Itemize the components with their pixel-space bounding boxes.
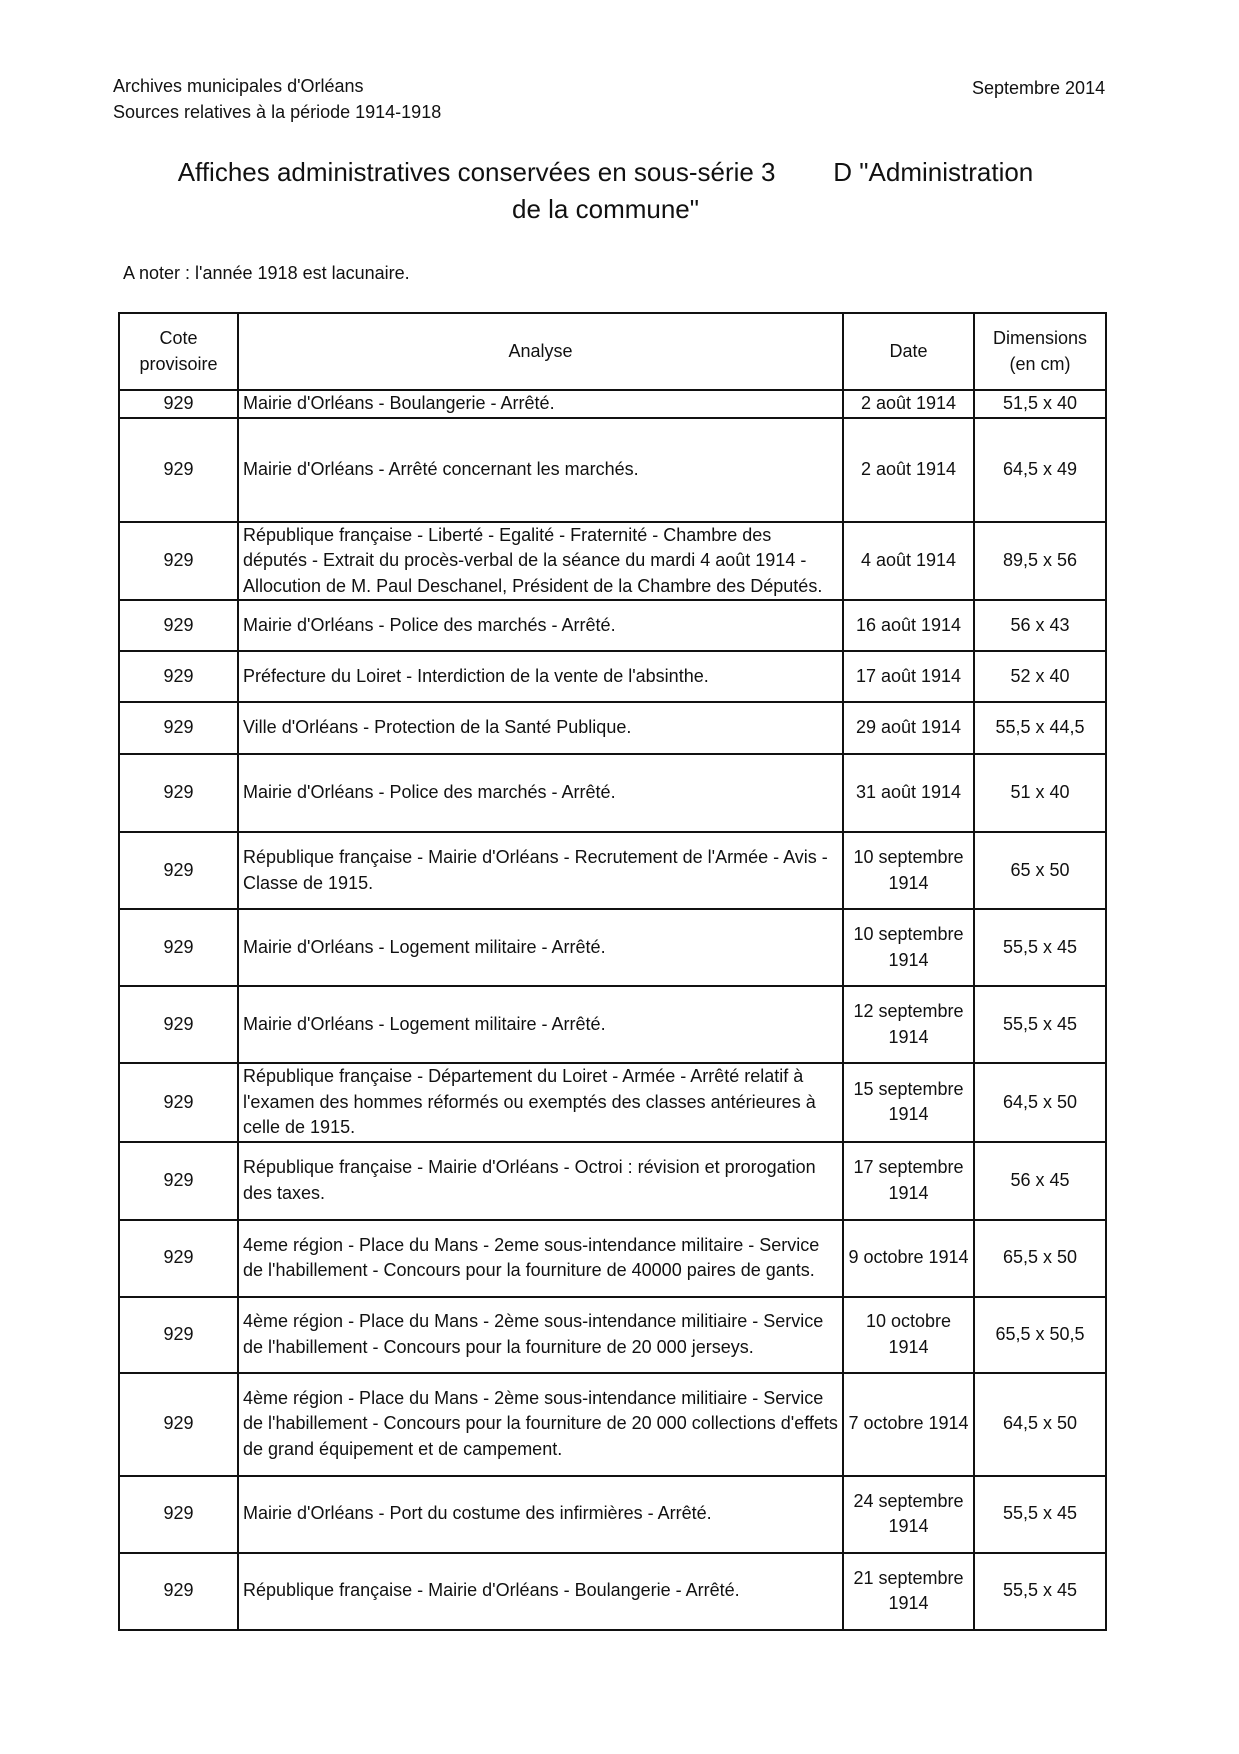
cell-dimensions: 65 x 50 <box>974 832 1106 909</box>
cell-cote: 929 <box>119 418 238 522</box>
cell-cote: 929 <box>119 754 238 832</box>
cell-dimensions: 55,5 x 45 <box>974 909 1106 986</box>
cell-analyse: République française - Mairie d'Orléans - Recrutement de l'Armée - Avis - Classe de 1915. <box>238 832 843 909</box>
column-header-dimensions: Dimensions (en cm) <box>974 313 1106 390</box>
cell-cote: 929 <box>119 1063 238 1142</box>
table-row <box>119 754 1106 832</box>
cell-date: 29 août 1914 <box>843 702 974 754</box>
page-title-line-1: Affiches administratives conservées en sous-série 3 D "Administration <box>177 157 1034 187</box>
cell-date: 2 août 1914 <box>843 418 974 522</box>
cell-analyse: Ville d'Orléans - Protection de la Santé Publique. <box>238 702 843 754</box>
cell-dimensions: 55,5 x 45 <box>974 1553 1106 1630</box>
cell-date: 4 août 1914 <box>843 522 974 601</box>
table-row <box>119 702 1106 754</box>
table-row <box>119 1142 1106 1220</box>
cell-date: 10 septembre 1914 <box>843 909 974 986</box>
table-row <box>119 1063 1106 1142</box>
table-row <box>119 909 1106 986</box>
table-header-row <box>119 313 1106 390</box>
column-header-analyse: Analyse <box>238 313 843 390</box>
cell-cote: 929 <box>119 600 238 651</box>
page-title <box>118 154 1093 228</box>
cell-cote: 929 <box>119 1553 238 1630</box>
cell-analyse: Mairie d'Orléans - Logement militaire - Arrêté. <box>238 909 843 986</box>
cell-dimensions: 64,5 x 50 <box>974 1373 1106 1476</box>
cell-date: 17 septembre 1914 <box>843 1142 974 1220</box>
document-header-left <box>113 73 441 125</box>
cell-cote: 929 <box>119 986 238 1063</box>
organization-name: Archives municipales d'Orléans <box>113 76 364 96</box>
cell-cote: 929 <box>119 1476 238 1553</box>
cell-date: 17 août 1914 <box>843 651 974 702</box>
cell-cote: 929 <box>119 1220 238 1297</box>
cell-analyse: Mairie d'Orléans - Police des marchés - Arrêté. <box>238 754 843 832</box>
cell-cote: 929 <box>119 1297 238 1373</box>
cell-date: 10 septembre 1914 <box>843 832 974 909</box>
cell-cote: 929 <box>119 1142 238 1220</box>
cell-dimensions: 51,5 x 40 <box>974 390 1106 418</box>
table-row <box>119 651 1106 702</box>
cell-analyse: 4ème région - Place du Mans - 2ème sous-intendance militiaire - Service de l'habillement - Concours pour la fourniture de 20 000 collections d'effets de grand équipement et de campement. <box>238 1373 843 1476</box>
cell-analyse: 4eme région - Place du Mans - 2eme sous-intendance militaire - Service de l'habillement - Concours pour la fourniture de 40000 paires de gants. <box>238 1220 843 1297</box>
table-row <box>119 600 1106 651</box>
table-row <box>119 1220 1106 1297</box>
cell-date: 15 septembre 1914 <box>843 1063 974 1142</box>
cell-dimensions: 55,5 x 45 <box>974 1476 1106 1553</box>
cell-analyse: Mairie d'Orléans - Boulangerie - Arrêté. <box>238 390 843 418</box>
cell-cote: 929 <box>119 522 238 601</box>
cell-date: 7 octobre 1914 <box>843 1373 974 1476</box>
table-row <box>119 522 1106 601</box>
table-row <box>119 418 1106 522</box>
cell-dimensions: 52 x 40 <box>974 651 1106 702</box>
cell-date: 9 octobre 1914 <box>843 1220 974 1297</box>
table-row <box>119 832 1106 909</box>
cell-date: 31 août 1914 <box>843 754 974 832</box>
cell-analyse: République française - Liberté - Egalité - Fraternité - Chambre des députés - Extrait du procès-verbal de la séance du mardi 4 août 1914 - Allocution de M. Paul Deschanel, Président de la Chambre des Députés. <box>238 522 843 601</box>
cell-date: 24 septembre 1914 <box>843 1476 974 1553</box>
cell-analyse: 4ème région - Place du Mans - 2ème sous-intendance militiaire - Service de l'habillement - Concours pour la fourniture de 20 000 jerseys. <box>238 1297 843 1373</box>
table-row <box>119 1476 1106 1553</box>
cell-analyse: Mairie d'Orléans - Logement militaire - Arrêté. <box>238 986 843 1063</box>
document-date: Septembre 2014 <box>972 78 1106 98</box>
page-title-line-2: de la commune" <box>512 194 699 224</box>
column-header-cote: Cote provisoire <box>119 313 238 390</box>
cell-cote: 929 <box>119 909 238 986</box>
table-row <box>119 1553 1106 1630</box>
table-row <box>119 390 1106 418</box>
cell-dimensions: 55,5 x 45 <box>974 986 1106 1063</box>
column-header-date: Date <box>843 313 974 390</box>
cell-analyse: République française - Mairie d'Orléans - Octroi : révision et prorogation des taxes. <box>238 1142 843 1220</box>
cell-analyse: Préfecture du Loiret - Interdiction de la vente de l'absinthe. <box>238 651 843 702</box>
cell-cote: 929 <box>119 1373 238 1476</box>
cell-analyse: Mairie d'Orléans - Arrêté concernant les marchés. <box>238 418 843 522</box>
table-row <box>119 1297 1106 1373</box>
cell-dimensions: 51 x 40 <box>974 754 1106 832</box>
cell-date: 21 septembre 1914 <box>843 1553 974 1630</box>
cell-date: 2 août 1914 <box>843 390 974 418</box>
cell-dimensions: 89,5 x 56 <box>974 522 1106 601</box>
cell-cote: 929 <box>119 702 238 754</box>
cell-date: 12 septembre 1914 <box>843 986 974 1063</box>
cell-dimensions: 56 x 45 <box>974 1142 1106 1220</box>
cell-date: 16 août 1914 <box>843 600 974 651</box>
cell-cote: 929 <box>119 390 238 418</box>
cell-dimensions: 55,5 x 44,5 <box>974 702 1106 754</box>
cell-cote: 929 <box>119 651 238 702</box>
cell-cote: 929 <box>119 832 238 909</box>
cell-analyse: République française - Département du Loiret - Armée - Arrêté relatif à l'examen des hommes réformés ou exemptés des classes antérieures à celle de 1915. <box>238 1063 843 1142</box>
posters-table <box>118 312 1107 1631</box>
cell-dimensions: 65,5 x 50,5 <box>974 1297 1106 1373</box>
cell-date: 10 octobre 1914 <box>843 1297 974 1373</box>
cell-dimensions: 56 x 43 <box>974 600 1106 651</box>
document-subtitle: Sources relatives à la période 1914-1918 <box>113 102 442 122</box>
table-row <box>119 1373 1106 1476</box>
cell-dimensions: 64,5 x 49 <box>974 418 1106 522</box>
cell-dimensions: 64,5 x 50 <box>974 1063 1106 1142</box>
cell-analyse: Mairie d'Orléans - Police des marchés - Arrêté. <box>238 600 843 651</box>
cell-analyse: République française - Mairie d'Orléans - Boulangerie - Arrêté. <box>238 1553 843 1630</box>
note-text: A noter : l'année 1918 est lacunaire. <box>123 263 410 283</box>
cell-dimensions: 65,5 x 50 <box>974 1220 1106 1297</box>
cell-analyse: Mairie d'Orléans - Port du costume des infirmières - Arrêté. <box>238 1476 843 1553</box>
table-row <box>119 986 1106 1063</box>
